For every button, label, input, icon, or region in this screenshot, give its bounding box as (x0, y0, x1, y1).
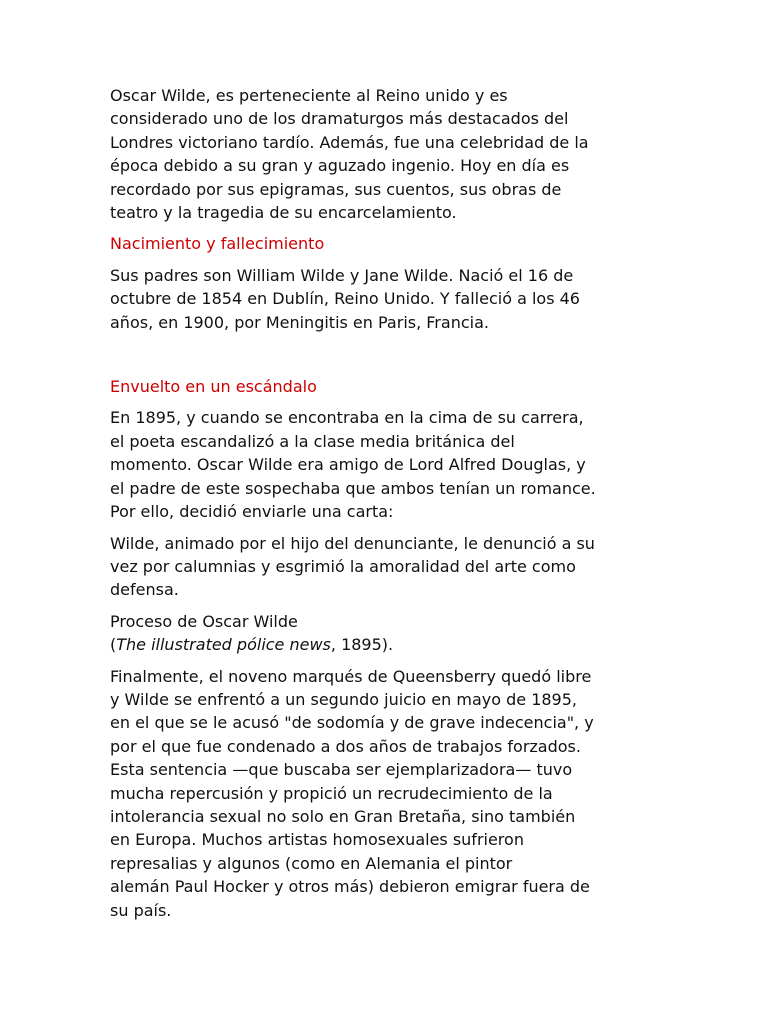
text-line: Londres victoriano tardío. Además, fue una celebridad de la (110, 132, 589, 152)
text-line: defensa. (110, 580, 179, 600)
text-line: el padre de este sospechaba que ambos tenían un romance. (110, 478, 596, 498)
document-page (110, 84, 670, 930)
intro-paragraph (110, 84, 670, 224)
heading-scandal: Envuelto en un escándalo (110, 377, 317, 397)
text-line: teatro y la tragedia de su encarcelamiento. (110, 203, 457, 223)
text-line: vez por calumnias y esgrimió la amoralidad del arte como (110, 556, 576, 576)
text-line: recordado por sus epigramas, sus cuentos, sus obras de (110, 179, 562, 199)
reaction-paragraph (110, 532, 670, 602)
text-line: por el que fue condenado a dos años de trabajos forzados. (110, 736, 581, 756)
text-line: Wilde, animado por el hijo del denunciante, le denunció a su (110, 533, 595, 553)
text-line: su país. (110, 900, 172, 920)
text-line: en el que se le acusó "de sodomía y de grave indecencia", y (110, 713, 594, 733)
text-line: Sus padres son William Wilde y Jane Wilde. Nació el 16 de (110, 265, 574, 285)
text-line: intolerancia sexual no solo en Gran Bretaña, sino también (110, 806, 576, 826)
text-line: considerado uno de los dramaturgos más destacados del (110, 109, 569, 129)
text-line: Finalmente, el noveno marqués de Queensberry quedó libre (110, 666, 592, 686)
text-line: represalias y algunos (como en Alemania el pintor (110, 853, 513, 873)
text-line: Esta sentencia —que buscaba ser ejemplarizadora— tuvo (110, 760, 573, 780)
caption-publication: The illustrated pólice news (116, 635, 331, 655)
caption-open-paren: ( (110, 635, 117, 655)
text-line: momento. Oscar Wilde era amigo de Lord Alfred Douglas, y (110, 455, 586, 475)
text-line: años, en 1900, por Meningitis en Paris, Francia. (110, 312, 489, 332)
image-caption (110, 610, 670, 657)
text-line: y Wilde se enfrentó a un segundo juicio en mayo de 1895, (110, 689, 577, 709)
caption-year: , 1895). (330, 635, 394, 655)
text-line: octubre de 1854 en Dublín, Reino Unido. Y falleció a los 46 (110, 289, 580, 309)
text-line: Por ello, decidió enviarle una carta: (110, 502, 394, 522)
scandal-paragraph (110, 406, 670, 523)
birth-paragraph (110, 264, 670, 334)
final-paragraph (110, 665, 670, 922)
text-line: Oscar Wilde, es perteneciente al Reino unido y es (110, 86, 508, 105)
text-line: época debido a su gran y aguzado ingenio. Hoy en día es (110, 156, 570, 176)
text-line: mucha repercusión y propició un recrudecimiento de la (110, 783, 553, 803)
text-line: alemán Paul Hocker y otros más) debieron emigrar fuera de (110, 877, 590, 897)
text-line: En 1895, y cuando se encontraba en la cima de su carrera, (110, 408, 584, 428)
caption-title: Proceso de Oscar Wilde (110, 611, 298, 631)
text-line: en Europa. Muchos artistas homosexuales sufrieron (110, 830, 524, 850)
text-line: el poeta escandalizó a la clase media británica del (110, 431, 515, 451)
blank-line (110, 342, 670, 375)
heading-birth-death: Nacimiento y fallecimiento (110, 234, 325, 254)
caption-source (110, 633, 670, 656)
